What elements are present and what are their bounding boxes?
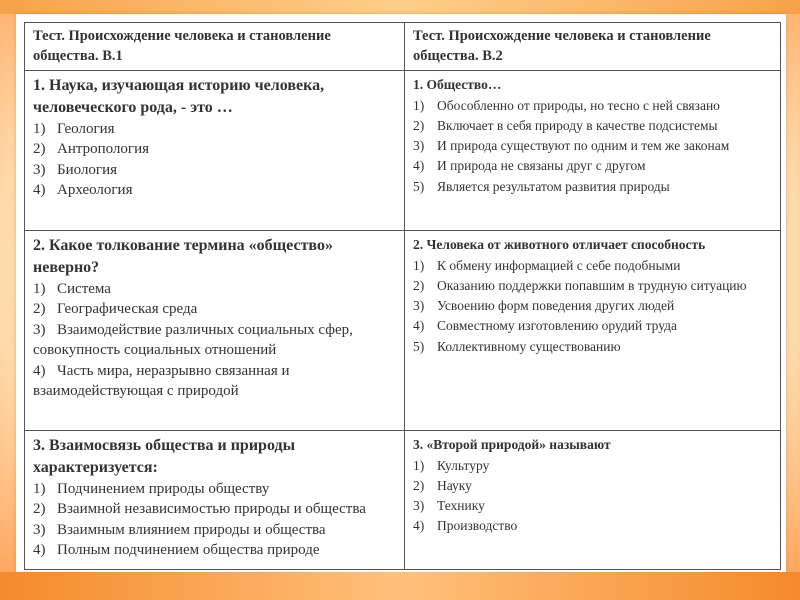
answer-option: 2) Взаимной независимостью природы и общества (33, 501, 366, 518)
variant-1-question-1 (25, 71, 405, 231)
answer-option: 1) Культуру (413, 457, 490, 473)
answer-option: 4) Совместному изготовлению орудий труда (413, 318, 677, 334)
answer-option: 4) Часть мира, неразрывно связанная и взаимодействующая с природой (33, 362, 290, 399)
answer-option: 2) Включает в себя природу в качестве подсистемы (413, 117, 718, 133)
test-table (24, 22, 781, 570)
answer-option: 2) Науку (413, 477, 472, 493)
variant-2-question-3 (405, 431, 781, 570)
answer-option: 3) Биология (33, 161, 118, 178)
answer-option: 2) Оказанию поддержки попавшим в трудную ситуацию (413, 277, 747, 293)
answer-option: 1) Геология (33, 120, 115, 137)
header-variant-2: Тест. Происхождение человека и становление общества. В.2 (405, 23, 781, 71)
answer-option: 4) Полным подчинением общества природе (33, 542, 320, 559)
answer-option: 3) Взаимным влиянием природы и общества (33, 521, 326, 538)
bottom-decor-bar (0, 572, 800, 600)
header-row (25, 23, 781, 71)
answer-option: 2) Географическая среда (33, 301, 198, 318)
answer-option: 1) К обмену информацией с себе подобными (413, 257, 681, 273)
variant-2-question-2 (405, 231, 781, 431)
answer-option: 3) Технику (413, 498, 485, 514)
question-text: 3. «Второй природой» называют (413, 437, 611, 453)
answer-option: 3) Взаимодействие различных социальных сфер, совокупность социальных отношений (33, 321, 353, 359)
answer-option: 5) Является результатом развития природы (413, 178, 670, 194)
question-text: 3. Взаимосвязь общества и природы характеризуется: (33, 437, 296, 477)
variant-1-question-2 (25, 231, 405, 431)
variant-1-question-3 (25, 431, 405, 570)
question-row-1 (25, 71, 781, 231)
question-row-2 (25, 231, 781, 431)
answer-option: 1) Обособленно от природы, но тесно с ней связано (413, 97, 720, 113)
top-decor-bar (0, 0, 800, 14)
answer-option: 2) Антропология (33, 141, 149, 158)
question-text: 2. Человека от животного отличает способность (413, 237, 706, 253)
question-text: 2. Какое толкование термина «общество» неверно? (33, 237, 333, 277)
question-text: 1. Наука, изучающая историю человека, человеческого рода, - это … (33, 77, 325, 117)
answer-option: 4) Производство (413, 518, 518, 534)
answer-option: 4) И природа не связаны друг с другом (413, 158, 646, 174)
answer-option: 3) Усвоению форм поведения других людей (413, 298, 675, 314)
slide (16, 14, 786, 572)
variant-2-question-1 (405, 71, 781, 231)
header-variant-1: Тест. Происхождение человека и становление общества. В.1 (25, 23, 405, 71)
answer-option: 1) Система (33, 280, 111, 297)
question-row-3 (25, 431, 781, 570)
answer-option: 1) Подчинением природы обществу (33, 480, 270, 497)
question-text: 1. Общество… (413, 77, 502, 93)
answer-option: 4) Археология (33, 182, 133, 199)
answer-option: 3) И природа существуют по одним и тем же законам (413, 138, 730, 154)
answer-option: 5) Коллективному существованию (413, 338, 621, 354)
